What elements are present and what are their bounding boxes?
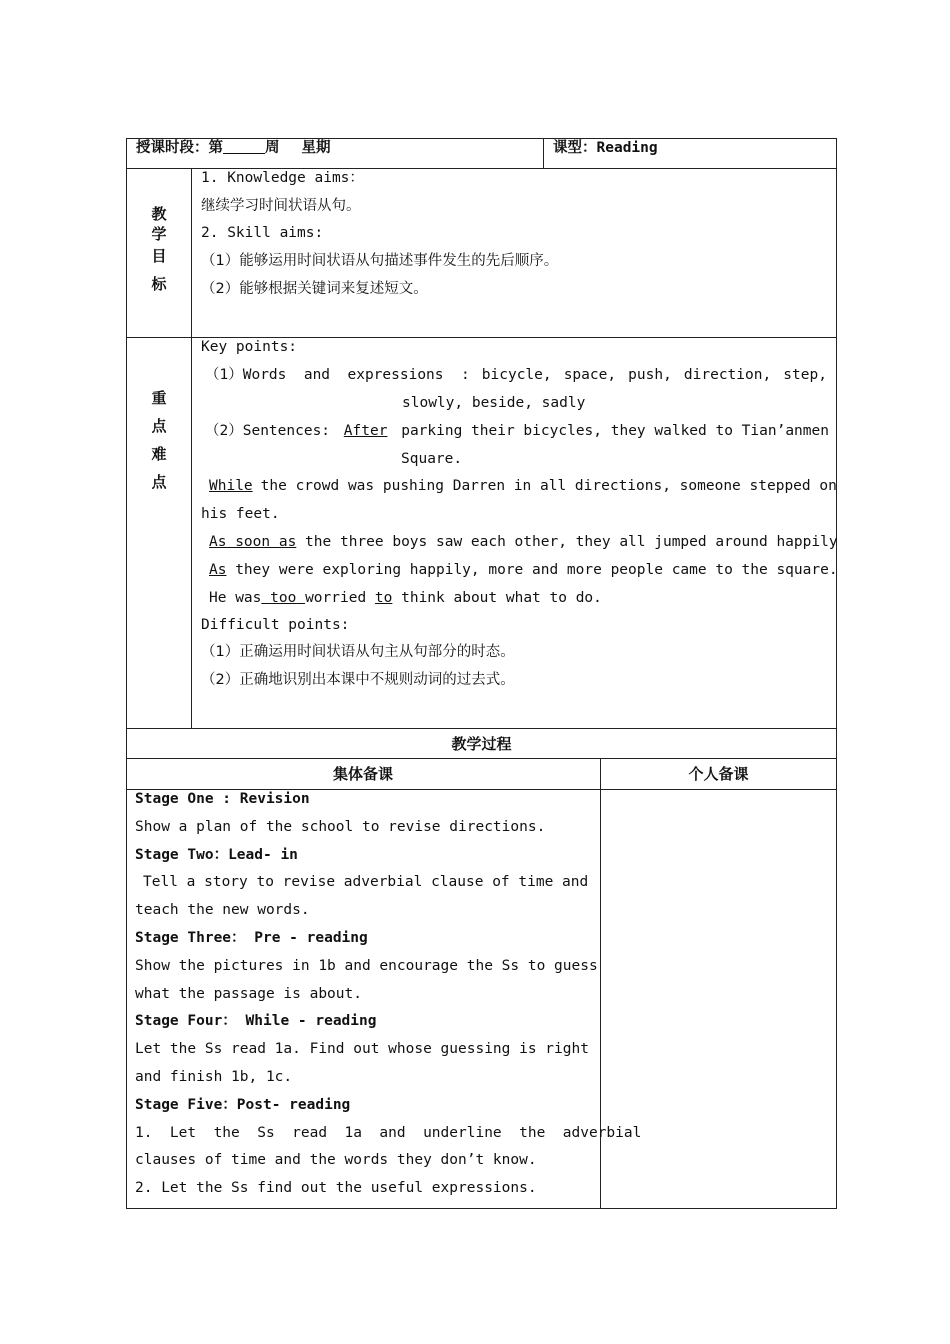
knowledge-aim-text: 继续学习时间状语从句。 — [201, 198, 361, 214]
keypoints-divider — [191, 338, 192, 729]
keypoints-label-char: 难 — [151, 445, 167, 463]
lesson-type — [553, 138, 658, 158]
sentences-square: Square. — [401, 451, 463, 467]
sentence-after-word: After — [343, 423, 388, 439]
column-personal-header: 个人备课 — [688, 765, 749, 783]
objectives-divider — [191, 169, 192, 338]
to-word: to — [374, 590, 393, 606]
too-word-wrap — [261, 590, 305, 606]
difficult-point-1: （1）正确运用时间状语从句主从句部分的时态。 — [201, 644, 515, 660]
word-item: space, — [563, 367, 617, 383]
while-sentence-2: his feet. — [201, 506, 280, 522]
word-item: direction, — [683, 367, 772, 383]
stage-four-text-1: Let the Ss read 1a. Find out whose guessing is right — [135, 1041, 589, 1057]
as-word: As — [209, 562, 227, 578]
keypoints-label-char: 点 — [151, 417, 167, 435]
while-sentence — [209, 476, 837, 496]
too-rest: think about what to do. — [401, 590, 602, 606]
as-rest: they were exploring happily, more and more people came to the square. — [235, 562, 838, 578]
key-points-title: Key points: — [201, 339, 298, 355]
as-soon-as-sentence — [209, 532, 838, 552]
column-group-header: 集体备课 — [332, 765, 393, 783]
knowledge-aims: 1. Knowledge aims： — [201, 170, 364, 186]
period-label — [136, 138, 331, 158]
objectives-label-char: 教 — [151, 205, 167, 223]
as-sentence — [201, 560, 838, 580]
stage-five-text-3: 2. Let the Ss find out the useful expressions. — [135, 1180, 537, 1196]
lesson-type-value: Reading — [596, 140, 658, 156]
objectives-label-char: 目 — [151, 247, 167, 265]
stage-two-text-2: teach the new words. — [135, 902, 310, 918]
stage-five-title: Stage Five：Post- reading — [135, 1097, 351, 1113]
lesson-type-label: 课型： — [553, 140, 597, 156]
period-week: 周 — [265, 140, 280, 156]
stage-three-text-1: Show the pictures in 1b and encourage the Ss to guess — [135, 958, 598, 974]
stage-five-text-1: 1. Let the Ss read 1a and underline the adverbial — [135, 1125, 642, 1141]
objectives-label-char: 学 — [151, 225, 167, 243]
word-item: step, — [783, 367, 827, 383]
objectives-label — [149, 200, 169, 298]
stage-one-title: Stage One : Revision — [135, 791, 310, 807]
too-pre: He was — [209, 590, 262, 606]
sentences-line — [205, 421, 829, 441]
keypoints-label — [149, 384, 169, 496]
word-item: push, — [628, 367, 672, 383]
stage-four-title: Stage Four： While - reading — [135, 1013, 377, 1029]
too-mid: worried — [305, 590, 367, 606]
period-weekday: 星期 — [301, 140, 331, 156]
as-soon-as-word: As soon as — [209, 534, 297, 550]
as-soon-as-rest: the three boys saw each other, they all jumped around happily — [305, 534, 838, 550]
words-line — [205, 365, 827, 385]
stage-two-title: Stage Two：Lead- in — [135, 847, 298, 863]
stage-three-text-2: what the passage is about. — [135, 986, 362, 1002]
skill-aim-1: （1）能够运用时间状语从句描述事件发生的先后顺序。 — [201, 253, 559, 269]
objectives-label-char: 标 — [151, 275, 167, 293]
sentences-prefix: （2）Sentences: — [205, 423, 331, 439]
process-title: 教学过程 — [451, 735, 512, 753]
stage-three-title: Stage Three： Pre - reading — [135, 930, 368, 946]
period-prefix: 授课时段：第 — [136, 140, 223, 156]
too-to-sentence — [209, 588, 602, 608]
too-word: too — [270, 590, 297, 606]
stage-five-text-2: clauses of time and the words they don’t know. — [135, 1152, 537, 1168]
words-line-2: slowly, beside, sadly — [402, 395, 586, 411]
stage-two-text-1: Tell a story to revise adverbial clause of time and — [143, 874, 589, 890]
sentence-after-rest: parking their bicycles, they walked to Tian’anmen — [401, 423, 829, 439]
skill-aims: 2. Skill aims: — [201, 225, 324, 241]
stage-one-text: Show a plan of the school to revise directions. — [135, 819, 546, 835]
difficult-points-title: Difficult points: — [201, 617, 350, 633]
stage-four-text-2: and finish 1b, 1c. — [135, 1069, 293, 1085]
words-prefix: （1）Words and expressions : — [205, 367, 470, 383]
word-item: bicycle, — [481, 367, 552, 383]
while-rest: the crowd was pushing Darren in all directions, someone stepped on — [260, 478, 837, 494]
keypoints-label-char: 点 — [151, 473, 167, 491]
period-blank — [223, 139, 265, 154]
header-divider — [543, 138, 544, 169]
skill-aim-2: （2）能够根据关键词来复述短文。 — [201, 281, 428, 297]
keypoints-label-char: 重 — [151, 389, 167, 407]
while-word: While — [209, 478, 253, 494]
difficult-point-2: （2）正确地识别出本课中不规则动词的过去式。 — [201, 672, 515, 688]
